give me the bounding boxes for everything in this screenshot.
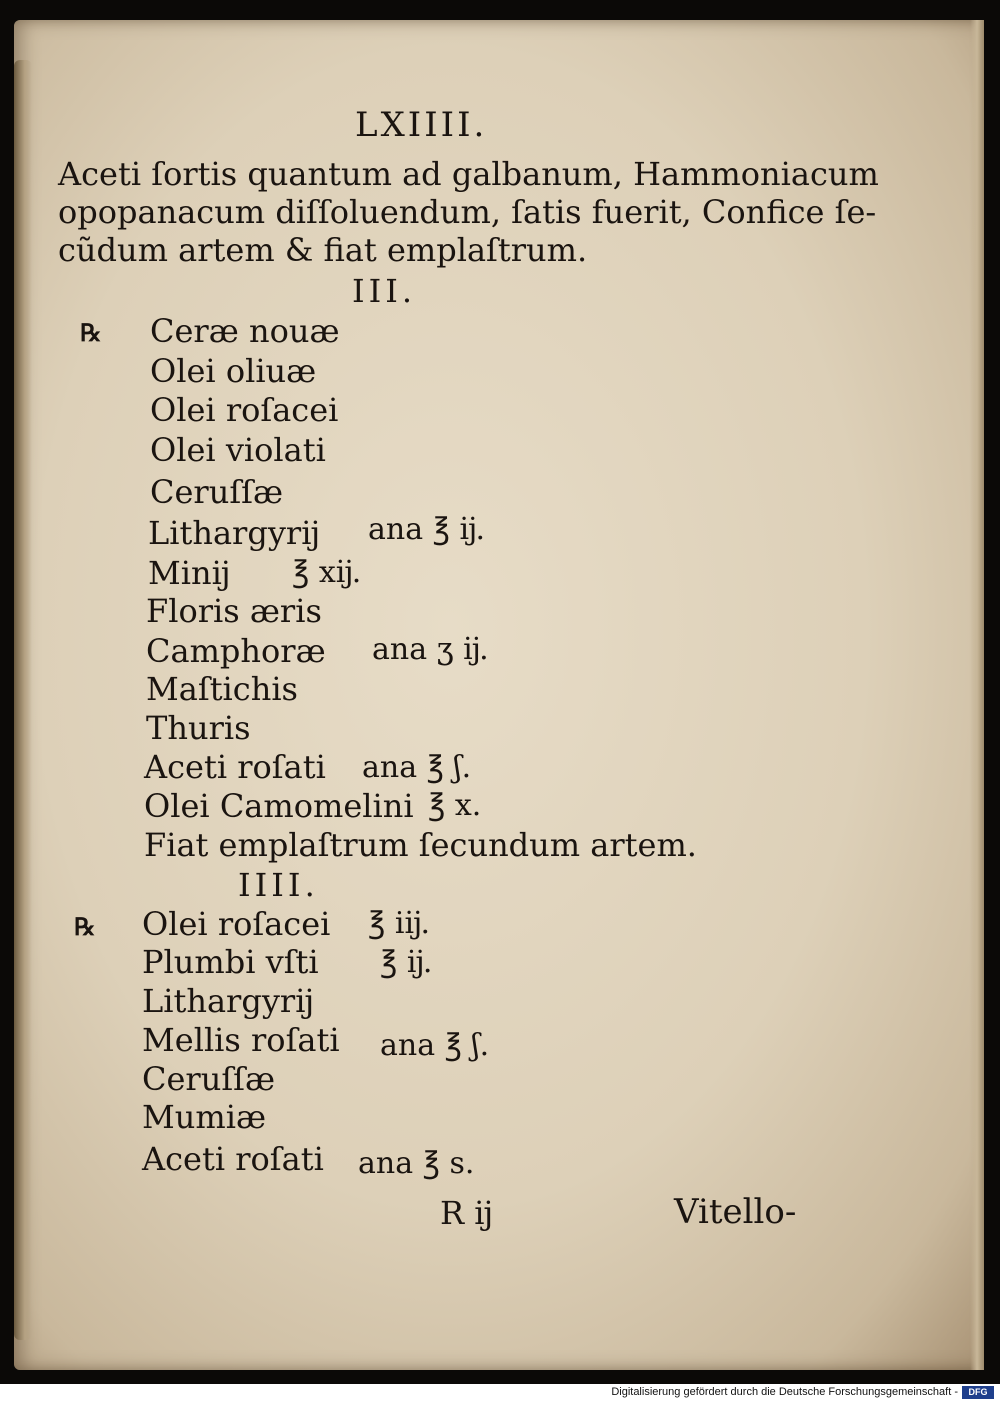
intro-line: Aceti ſortis quantum ad galbanum, Hammoniacum [58, 155, 879, 193]
intro-paragraph [58, 155, 879, 269]
ingredient: Olei Camomelini [144, 787, 414, 825]
recipe-instruction: Fiat emplaſtrum ſecundum artem. [144, 826, 697, 864]
ingredient: Mumiæ [142, 1098, 267, 1136]
ingredient: Aceti roſati [142, 1140, 324, 1178]
dose: ana ʒ ĳ. [372, 632, 489, 667]
recipe-3-heading: III. [352, 272, 417, 310]
recipe-symbol-icon: ℞ [80, 318, 102, 347]
ingredient: Olei roſacei [150, 391, 339, 429]
ingredient: Mellis roſati [142, 1021, 340, 1059]
recipe-4-heading: IIII. [238, 866, 319, 904]
dose: ℥ x. [428, 788, 482, 823]
dose: ana ℥ ʃ. [380, 1028, 490, 1063]
ingredient: Thuris [146, 709, 251, 747]
ingredient: Camphoræ [146, 632, 326, 670]
intro-line: cũdum artem & fiat emplaſtrum. [58, 231, 588, 269]
ingredient: Olei roſacei [142, 905, 331, 943]
intro-line: opopanacum diſſoluendum, ſatis fuerit, Confice ſe- [58, 193, 877, 231]
dose: ℥ iĳ. [368, 906, 430, 941]
ingredient: Maſtichis [146, 670, 298, 708]
ingredient: Floris æris [146, 592, 322, 630]
catchword: Vitello- [674, 1192, 797, 1232]
ingredient: Olei oliuæ [150, 352, 317, 390]
dose: ana ℥ ʃ. [362, 750, 472, 785]
ingredient: Lithargyrĳ [142, 982, 313, 1020]
page-left-edge [14, 60, 32, 1340]
ingredient: Ceruſſæ [142, 1060, 276, 1098]
footer-credit: Digitalisierung gefördert durch die Deutsche Forschungsgemeinschaft - [611, 1386, 958, 1398]
ingredient: Ceruſſæ [150, 473, 284, 511]
signature-mark: R ĳ [440, 1194, 492, 1232]
recipe-symbol-icon: ℞ [74, 912, 96, 941]
ingredient: Olei violati [150, 431, 326, 469]
dose: ℥ xĳ. [292, 555, 362, 590]
ingredient: Ceræ nouæ [150, 312, 340, 350]
dfg-logo: DFG [962, 1386, 994, 1399]
folio-number: LXIIII. [355, 105, 488, 145]
dose: ana ℥ ĳ. [368, 512, 486, 547]
ingredient: Lithargyrĳ [148, 514, 319, 552]
dose: ℥ ĳ. [380, 945, 433, 980]
ingredient: Plumbi vſti [142, 943, 319, 981]
ingredient: Aceti roſati [144, 748, 326, 786]
dose: ana ℥ s. [358, 1146, 475, 1181]
page-right-edge [970, 20, 984, 1370]
ingredient: Minĳ [148, 554, 229, 592]
